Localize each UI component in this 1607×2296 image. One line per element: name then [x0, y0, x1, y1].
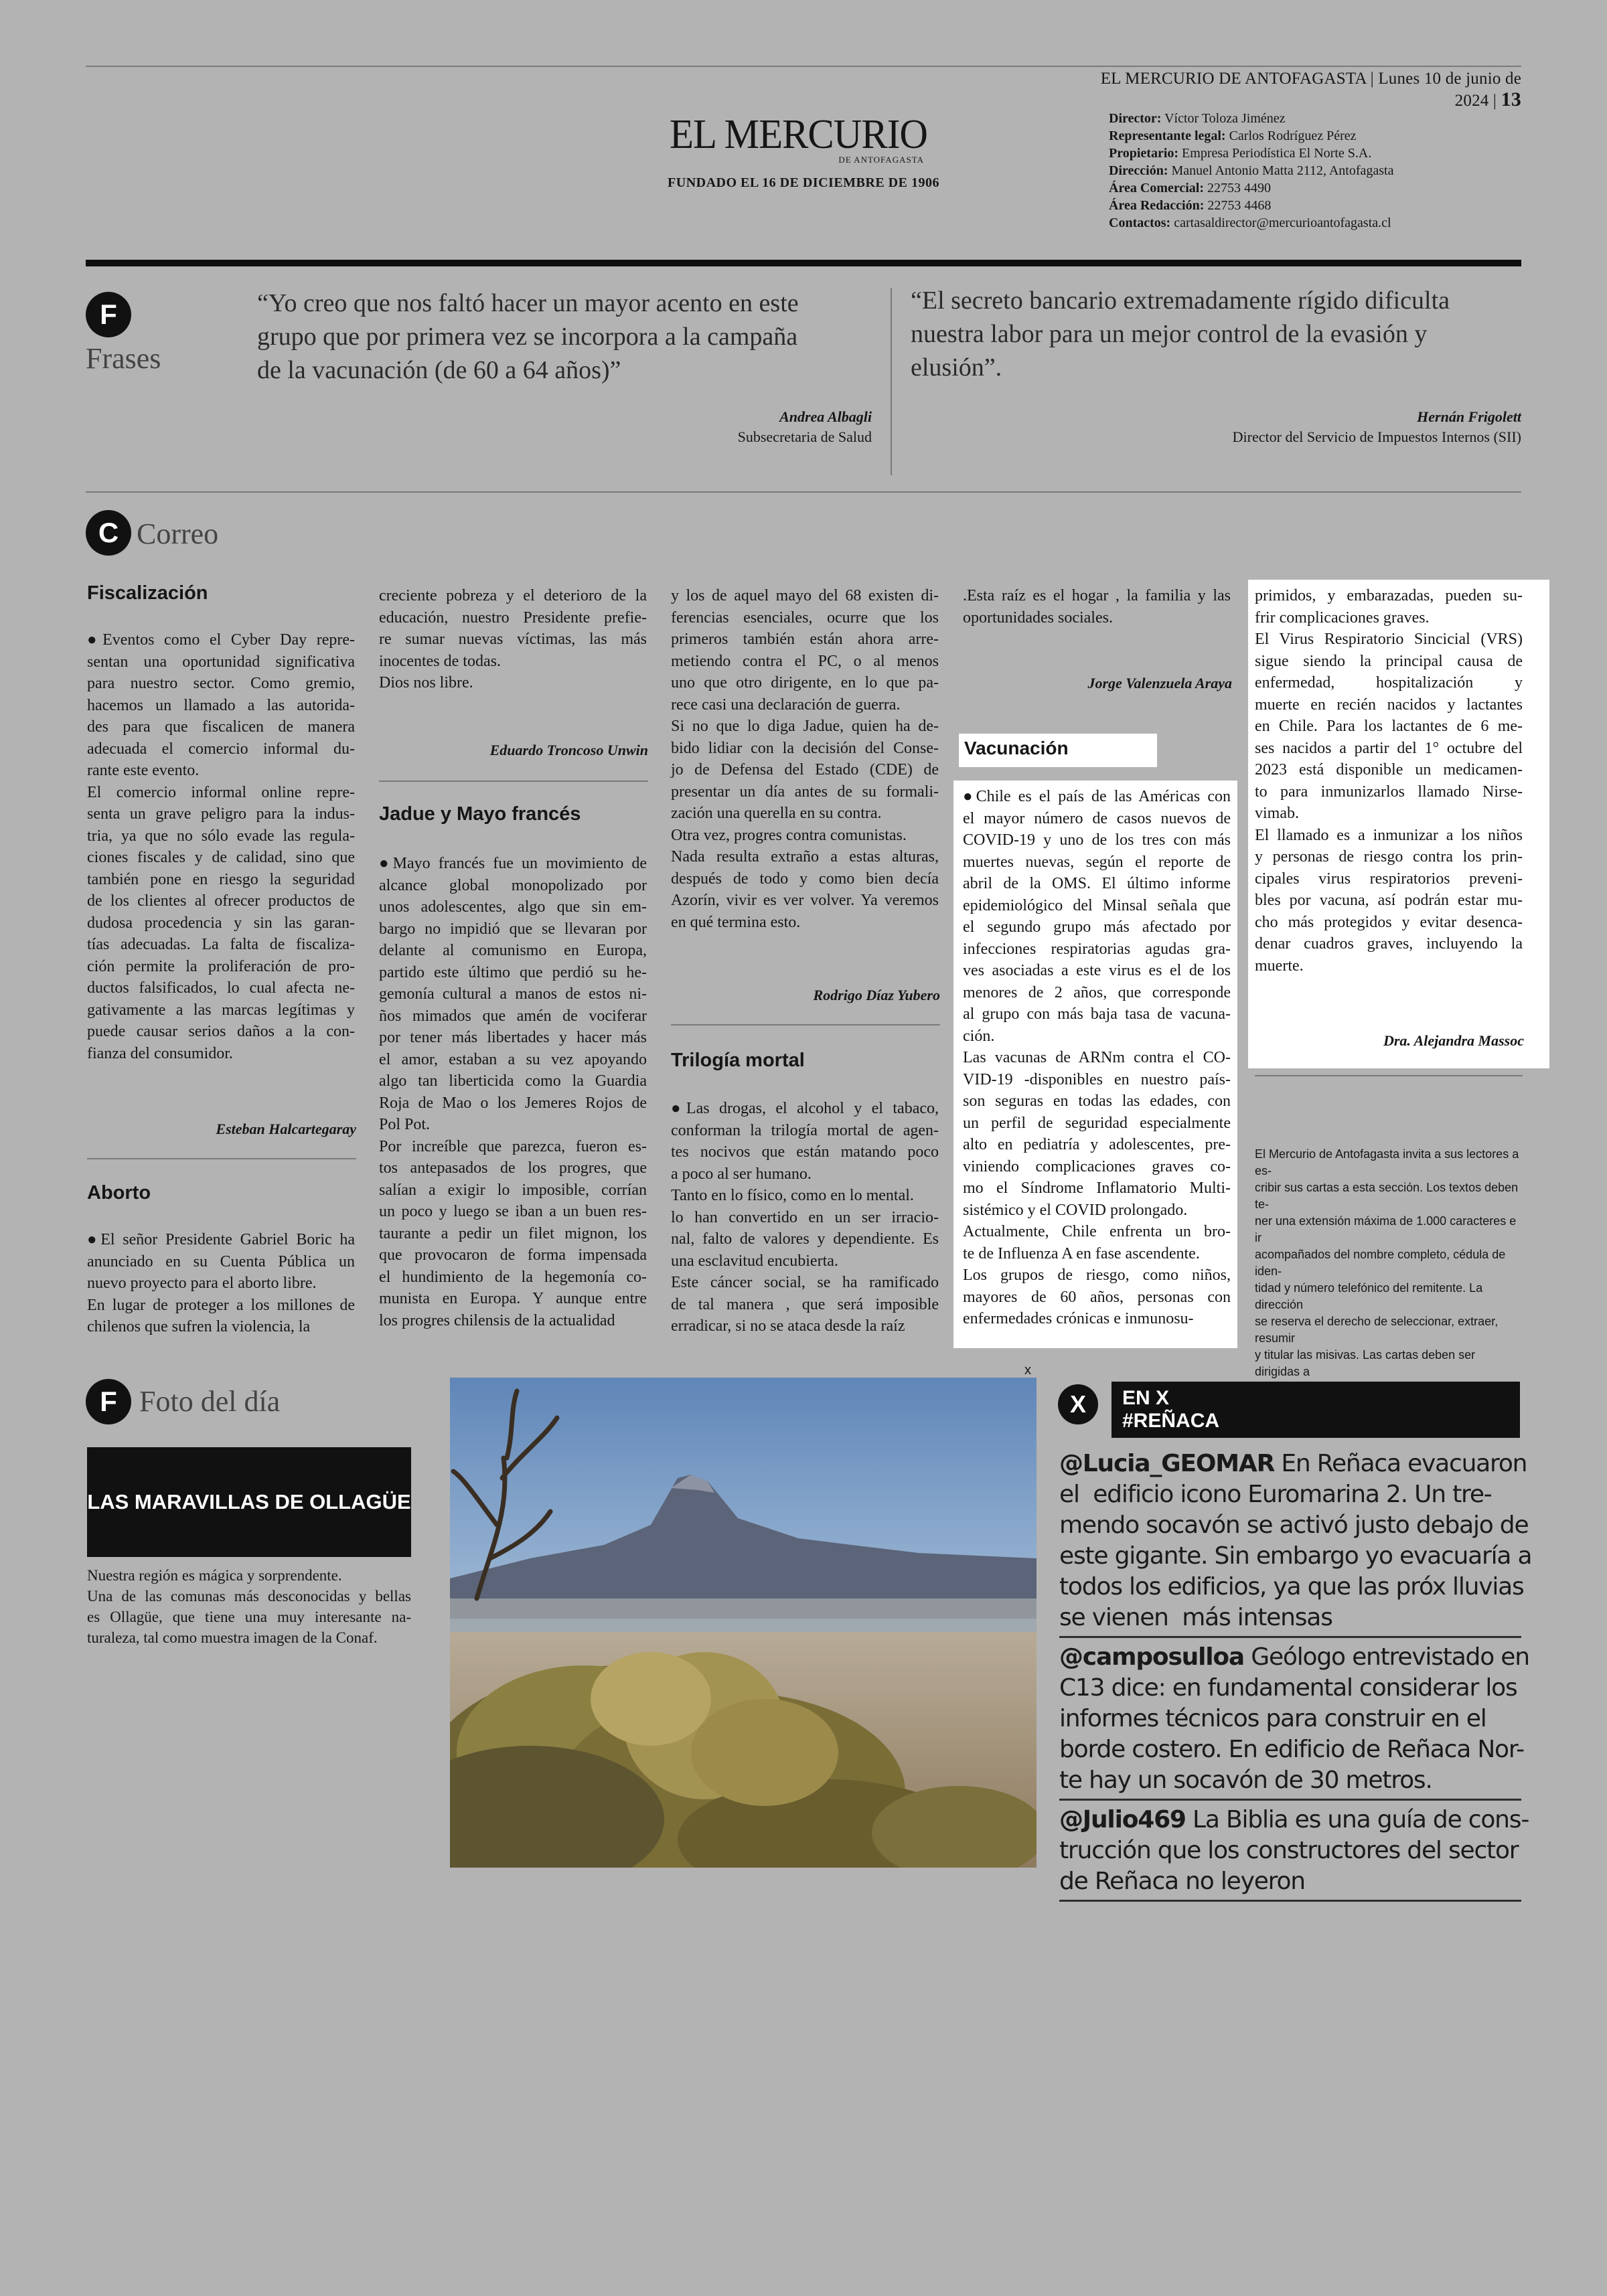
text-line: frir complicaciones graves.: [1255, 608, 1430, 627]
text-line: un poco y luego se iban a un buen res-: [379, 1203, 647, 1220]
text-line: Otra vez, progres contra comunistas.: [671, 826, 907, 844]
text-line: ción permite la proliferación de pro-: [87, 957, 355, 975]
text-line: taurante a pedir un filet mignon, los: [379, 1224, 647, 1242]
text-line: después de todo y como bien decía: [671, 870, 939, 888]
text-line: ción.: [963, 1027, 995, 1045]
staff-line: [1109, 197, 1484, 214]
text-line: rece casi una declaración de guerra.: [671, 695, 901, 714]
text-line: denar cuadros graves, incluyendo la: [1255, 935, 1523, 953]
tweet-line: [1059, 1510, 1529, 1541]
tweet-text: se vienen más intensas: [1059, 1604, 1332, 1631]
letter-rule: [87, 1158, 356, 1159]
text-line: tes nocivos que están matando poco: [671, 1143, 939, 1161]
text-line: gemonía cultural a manos de estos ni-: [379, 985, 647, 1003]
tweet-line: [1059, 1866, 1521, 1897]
text-line: Roja de Mao o los Jemeres Rojos de: [379, 1094, 647, 1112]
text-line: lo han convertido en un ser irracio-: [671, 1208, 939, 1226]
tweet-line: [1059, 1673, 1521, 1704]
note-line: El Mercurio de Antofagasta invita a sus lectores a es-: [1255, 1147, 1519, 1177]
letter-head-jadue: Jadue y Mayo francés: [379, 803, 581, 825]
text-line: inocentes de todas.: [379, 652, 501, 670]
x-header-line1: EN X: [1122, 1387, 1170, 1409]
text-line: educación, nuestro Presidente prefie-: [379, 608, 647, 627]
text-line: Una de las comunas más desconocidas y bellas: [87, 1588, 411, 1605]
correo-badge: C: [86, 510, 131, 556]
text-line: El Virus Respiratorio Sincicial (VRS): [1255, 631, 1523, 648]
text-line: muerte en recién nacidos y lactantes: [1255, 695, 1523, 714]
text-line: COVID-19 y uno de los tres con más: [963, 831, 1231, 849]
staff-label: Propietario:: [1109, 146, 1179, 161]
tweet-text: La Biblia es una guía de cons-: [1185, 1806, 1529, 1833]
letter-body-continued: [671, 585, 939, 933]
text-line: el amor, estaban a su vez apoyando: [379, 1050, 647, 1068]
text-line: unos adolescentes, algo que sin em-: [379, 898, 647, 916]
paper-name: EL MERCURIO DE ANTOFAGASTA: [1100, 70, 1367, 88]
letter-sig: Dra. Alejandra Massoc: [1383, 1032, 1524, 1049]
staff-line: [1109, 127, 1484, 145]
text-line: el segundo grupo más afectado por: [963, 918, 1231, 936]
letter-body-fiscalizacion: [87, 629, 355, 1064]
staff-label: Área Comercial:: [1109, 181, 1204, 195]
text-line: Si no que lo diga Jadue, quien ha de-: [671, 718, 939, 735]
text-line: conforman la trilogía mortal de agen-: [671, 1121, 939, 1139]
letter-body-continued: [963, 585, 1231, 629]
photo-caption: [87, 1565, 411, 1648]
staff-line: [1109, 179, 1484, 197]
text-line: tías adecuadas. La falta de fiscaliza-: [87, 936, 355, 953]
quote-2-line: “El secreto bancario extremadamente rígido dificulta: [911, 286, 1450, 315]
text-line: menores de 2 años, que corresponde: [963, 983, 1231, 1001]
text-line: son seguras en todas las edades, con: [963, 1092, 1231, 1110]
text-line: adecuada el comercio informal du-: [87, 740, 355, 758]
staff-label: Contactos:: [1109, 216, 1171, 230]
tweet-text: todos los edificios, ya que las próx lluvias: [1059, 1573, 1524, 1601]
staff-value: Manuel Antonio Matta 2112, Antofagasta: [1171, 163, 1394, 178]
letter-rule: [671, 1024, 940, 1026]
text-line: para nuestro sector. Como gremio,: [87, 675, 355, 692]
text-line: cho más protegidos y evitar desenca-: [1255, 913, 1523, 931]
text-line: gativamente a las marcas legítimas y: [87, 1001, 355, 1019]
tweet-text: de Reñaca no leyeron: [1059, 1868, 1305, 1895]
text-line: ños mimados que amén de vociferar: [379, 1007, 647, 1025]
tweet-text: En Reñaca evacuaron: [1274, 1450, 1527, 1477]
text-line: primeros también están ahora arre-: [671, 631, 939, 648]
text-line: VID-19 -disponibles en nuestro país-: [963, 1070, 1231, 1088]
x-header-line2: #REÑACA: [1122, 1410, 1220, 1432]
text-line: hacemos un llamado a las autorida-: [87, 696, 355, 714]
foto-badge: F: [86, 1379, 131, 1424]
tweet-handle[interactable]: @camposulloa: [1059, 1643, 1245, 1671]
frases-badge: F: [86, 292, 131, 337]
tweet-text: informes técnicos para construir en el: [1059, 1705, 1486, 1732]
text-line: Los grupos de riesgo, como niños,: [963, 1266, 1231, 1284]
text-line: sentan una oportunidad significativa: [87, 653, 355, 671]
text-line: ductos falsificados, lo cual afecta ne-: [87, 979, 355, 997]
text-line: ●El señor Presidente Gabriel Boric ha: [87, 1231, 355, 1248]
close-mark[interactable]: x: [1024, 1363, 1031, 1378]
text-line: salían a exigir lo imposible, corrían: [379, 1181, 647, 1199]
text-line: por tener más libertades y hacer más: [379, 1029, 647, 1046]
text-line: nal, falto de valores y dependiente. Es: [671, 1230, 939, 1248]
tweet-text: mendo socavón se activó justo debajo de: [1059, 1511, 1529, 1539]
text-line: ●Las drogas, el alcohol y el tabaco,: [671, 1100, 939, 1117]
tweet-line: [1059, 1572, 1524, 1603]
quote-2: [911, 284, 1520, 384]
text-line: y los de aquel mayo del 68 existen di-: [671, 587, 939, 604]
text-line: 2023 está disponible un medicamen-: [1255, 761, 1523, 778]
text-line: re sumar nuevas víctimas, las más: [379, 631, 647, 648]
text-line: abril de la OMS. El último informe: [963, 875, 1231, 892]
quote-2-role: Director del Servicio de Impuestos Internos (SII): [1232, 428, 1521, 445]
tweet: [1059, 1642, 1529, 1801]
text-line: Este cáncer social, se ha ramificado: [671, 1274, 939, 1291]
text-line: Tanto en lo físico, como en lo mental.: [671, 1187, 914, 1204]
text-line: En lugar de proteger a los millones de: [87, 1296, 355, 1314]
staff-label: Director:: [1109, 111, 1162, 126]
text-line: El llamado es a inmunizar a los niños: [1255, 826, 1523, 844]
photo-title-box: [87, 1447, 411, 1557]
staff-value: 22753 4490: [1207, 181, 1271, 195]
text-line: y personas de riesgo contra los prin-: [1255, 848, 1523, 866]
text-line: to para inmunizarlos llamado Nirse-: [1255, 783, 1523, 801]
text-line: muertes nuevas, según el reporte de: [963, 853, 1231, 871]
staff-line: [1109, 214, 1484, 232]
text-line: sigue siendo la principal causa de: [1255, 652, 1523, 670]
tweet-line: [1059, 1704, 1521, 1734]
letter-sig: Eduardo Troncoso Unwin: [489, 742, 648, 758]
staff-box: [1109, 110, 1484, 232]
text-line: tria, ya que no sólo evade las regula-: [87, 827, 355, 845]
tweet-text: el edificio icono Euromarina 2. Un tre-: [1059, 1481, 1492, 1508]
letter-body-continued: [1255, 585, 1523, 977]
page-number: 13: [1501, 88, 1521, 110]
quote-2-line: nuestra labor para un mejor control de la evasión y: [911, 320, 1428, 348]
text-line: des para que fiscalicen de manera: [87, 718, 355, 736]
x-header: [1112, 1382, 1520, 1438]
photo-ollague: [450, 1378, 1037, 1868]
quote-2-author: Hernán Frigolett: [1417, 408, 1521, 425]
text-line: Dios nos libre.: [379, 674, 473, 691]
quote-1-author: Andrea Albagli: [779, 408, 872, 425]
text-line: turaleza, tal como muestra imagen de la Conaf.: [87, 1629, 378, 1646]
staff-value: Víctor Toloza Jiménez: [1164, 111, 1286, 126]
text-line: Azorín, vivir es ver volver. Ya veremos: [671, 892, 939, 909]
text-line: una esclavitud encubierta.: [671, 1252, 838, 1270]
letter-body-trilogia: [671, 1098, 939, 1337]
text-line: enfermedades crónicas e inmunosu-: [963, 1310, 1194, 1327]
text-line: vimab.: [1255, 805, 1299, 822]
text-line: partido este último que perdió su he-: [379, 963, 647, 981]
text-line: alcance global monopolizado por: [379, 876, 647, 894]
text-line: nuevo proyecto para el aborto libre.: [87, 1275, 317, 1292]
text-line: fianza del consumidor.: [87, 1044, 233, 1062]
text-line: tos antepasados de los progres, que: [379, 1159, 647, 1177]
text-line: ●Eventos como el Cyber Day repre-: [87, 631, 355, 649]
text-line: presentar un día antes de su formali-: [671, 783, 939, 801]
text-line: muerte.: [1255, 957, 1304, 975]
note-line: tidad y número telefónico del remitente. La dirección: [1255, 1281, 1483, 1311]
tweet-line: [1059, 1603, 1521, 1633]
text-line: El comercio informal online repre-: [87, 783, 355, 801]
tweet-list: [1059, 1449, 1532, 1906]
tweet-line: [1059, 1642, 1529, 1673]
text-line: viniendo complicaciones graves co-: [963, 1157, 1231, 1175]
letter-rule: [379, 781, 648, 782]
text-line: Las vacunas de ARNm contra el CO-: [963, 1049, 1231, 1066]
text-line: ●Mayo francés fue un movimiento de: [379, 855, 647, 872]
text-line: enfermedad, hospitalización y: [1255, 674, 1523, 691]
frases-title: Frases: [86, 342, 161, 375]
text-line: bargo no impidió que se llevaran por: [379, 920, 647, 938]
logo-text: EL MERCURIO: [670, 112, 927, 157]
note-line: cribir sus cartas a esta sección. Los textos deben te-: [1255, 1181, 1519, 1211]
note-line: y titular las misivas. Las cartas deben ser dirigidas a: [1255, 1348, 1476, 1378]
issue-date: Lunes 10 de junio de 2024: [1378, 70, 1521, 110]
text-line: te de Influenza A en fase ascendente.: [963, 1244, 1200, 1262]
text-line: ciones fiscales y de calidad, sino que: [87, 849, 355, 866]
text-line: bles por vacuna, así podrán estar mu-: [1255, 892, 1523, 909]
text-line: chilenos que sufren la violencia, la: [87, 1318, 311, 1335]
header-line: EL MERCURIO DE ANTOFAGASTA | Lunes 10 de junio de 2024 | 13: [1100, 70, 1521, 110]
letter-body-jadue: [379, 853, 647, 1331]
tweet-line: [1059, 1449, 1527, 1479]
letter-body-continued: [379, 585, 647, 694]
text-line: epidemiológico del Minsal señala que: [963, 896, 1231, 914]
quote-1-role: Subsecretaria de Salud: [737, 428, 872, 445]
tweet-line: [1059, 1479, 1521, 1510]
quote-2-line: elusión”.: [911, 353, 1002, 382]
text-line: bido lidiar con la decisión del Conse-: [671, 739, 939, 757]
text-line: el hundimiento de la hegemonía co-: [379, 1268, 647, 1286]
letter-head-trilogia: Trilogía mortal: [671, 1050, 805, 1071]
staff-line: [1109, 145, 1484, 162]
quote-1-line: “Yo creo que nos faltó hacer un mayor acento en este: [257, 289, 799, 317]
tweet-text: borde costero. En edificio de Reñaca Nor-: [1059, 1736, 1524, 1763]
text-line: .Esta raíz es el hogar , la familia y las: [963, 587, 1231, 604]
text-line: de los clientes al ofrecer productos de: [87, 892, 355, 910]
quote-1-line: de la vacunación (de 60 a 64 años)”: [257, 356, 621, 384]
tweet-handle[interactable]: @Julio469: [1059, 1806, 1186, 1833]
quote-1: [257, 286, 873, 387]
text-line: infecciones respiratorias agudas gra-: [963, 940, 1231, 958]
quote-divider: [891, 288, 892, 475]
foto-title: Foto del día: [139, 1385, 281, 1418]
staff-line: [1109, 162, 1484, 179]
text-line: mayores de 60 años, personas con: [963, 1288, 1231, 1306]
text-line: primidos, y embarazadas, pueden su-: [1255, 587, 1523, 604]
tweet-text: este gigante. Sin embargo yo evacuaría a: [1059, 1542, 1532, 1570]
tweet-text: C13 dice: en fundamental considerar los: [1059, 1674, 1517, 1702]
text-line: Actualmente, Chile enfrenta un bro-: [963, 1223, 1231, 1240]
text-line: oportunidades sociales.: [963, 608, 1113, 627]
quote-1-line: grupo que por primera vez se incorpora a la campaña: [257, 323, 798, 351]
letter-head-fiscalizacion: Fiscalización: [87, 582, 208, 604]
staff-value: cartasaldirector@mercurioantofagasta.cl: [1174, 216, 1391, 230]
tweet: [1059, 1805, 1529, 1902]
tweet-handle[interactable]: @Lucia_GEOMAR: [1059, 1450, 1275, 1477]
top-rule: [86, 66, 1521, 67]
letter-body-aborto: [87, 1229, 355, 1338]
note-line: acompañados del nombre completo, cédula de iden-: [1255, 1248, 1506, 1278]
founded-line: FUNDADO EL 16 DE DICIEMBRE DE 1906: [668, 175, 939, 190]
text-line: un perfil de seguridad especialmente: [963, 1114, 1231, 1132]
tweet-line: [1059, 1541, 1532, 1572]
text-line: ves asociadas a este virus es el de los: [963, 962, 1231, 979]
staff-label: Dirección:: [1109, 163, 1168, 178]
letter-body-vacunacion: [963, 786, 1231, 1330]
staff-value: Carlos Rodríguez Pérez: [1229, 129, 1357, 143]
masthead-rule: [86, 260, 1521, 266]
tweet-line: [1059, 1835, 1521, 1866]
letter-rule: [1255, 1075, 1523, 1076]
text-line: algo tan liberticida como la Guardia: [379, 1072, 647, 1090]
staff-value: 22753 4468: [1207, 198, 1272, 213]
text-line: ●Chile es el país de las Américas con: [963, 788, 1231, 805]
tweet-line: [1059, 1805, 1529, 1835]
staff-value: Empresa Periodística El Norte S.A.: [1182, 146, 1372, 161]
staff-line: [1109, 110, 1484, 127]
text-line: en qué termina esto.: [671, 913, 801, 931]
text-line: uno que otro dirigente, en lo que pa-: [671, 674, 939, 691]
text-line: rante este evento.: [87, 762, 200, 779]
text-line: también pone en riesgo la seguridad: [87, 870, 355, 888]
text-line: ses nacidos a partir del 1° octubre del: [1255, 739, 1523, 757]
tweet-line: [1059, 1734, 1524, 1765]
text-line: metiendo contra el PC, o al menos: [671, 652, 939, 670]
text-line: erradicar, si no se ataca desde la raíz: [671, 1317, 905, 1335]
tweet: [1059, 1449, 1532, 1638]
letter-head-vacunacion: Vacunación: [964, 738, 1069, 758]
text-line: Pol Pot.: [379, 1116, 431, 1133]
masthead-logo: [670, 111, 951, 165]
text-line: el mayor número de casos nuevos de: [963, 809, 1231, 827]
staff-label: Área Redacción:: [1109, 198, 1205, 213]
tweet-text: Geólogo entrevistado en: [1244, 1643, 1529, 1671]
correo-title: Correo: [137, 517, 219, 550]
text-line: puede causar serios daños a la con-: [87, 1023, 355, 1040]
text-line: en Chile. Para los lactantes de 6 me-: [1255, 718, 1523, 735]
text-line: alto en pediatría y adolescentes, pre-: [963, 1136, 1231, 1153]
letter-head-aborto: Aborto: [87, 1182, 151, 1204]
text-line: Por increíble que parezca, fueron es-: [379, 1137, 647, 1155]
frases-rule: [86, 491, 1521, 493]
text-line: senta un grave peligro para la indus-: [87, 805, 355, 823]
text-line: anunciado en su Cuenta Pública un: [87, 1252, 355, 1270]
text-line: Nuestra región es mágica y sorprendente.: [87, 1567, 342, 1584]
text-line: dudosa procedencia y sin las garan-: [87, 914, 355, 932]
vacunacion-head-box: [959, 734, 1157, 767]
staff-label: Representante legal:: [1109, 129, 1226, 143]
text-line: que provocaron de forma impensada: [379, 1246, 647, 1264]
letter-sig: Esteban Halcartegaray: [216, 1121, 356, 1137]
text-line: munista en Europa. Y aunque entre: [379, 1290, 647, 1307]
text-line: los progres chilensis de la actualidad: [379, 1311, 615, 1329]
text-line: jo de Defensa del Estado (CDE) de: [671, 761, 939, 778]
text-line: sistémico y el COVID prolongado.: [963, 1201, 1188, 1219]
text-line: delante al comunismo en Europa,: [379, 942, 647, 959]
text-line: de tal manera , que será imposible: [671, 1295, 939, 1313]
text-line: mo el Síndrome Inflamatorio Multi-: [963, 1179, 1231, 1197]
letter-sig: Rodrigo Díaz Yubero: [813, 987, 940, 1003]
note-line: ner una extensión máxima de 1.000 caracteres e ir: [1255, 1214, 1517, 1244]
letter-sig: Jorge Valenzuela Araya: [1087, 675, 1232, 691]
text-line: Nada resulta extraño a estas alturas,: [671, 848, 939, 866]
text-line: a poco al ser humano.: [671, 1165, 812, 1183]
tweet-text: te hay un socavón de 30 metros.: [1059, 1767, 1432, 1794]
text-line: cipales virus respiratorios preveni-: [1255, 870, 1523, 888]
text-line: al grupo con más baja tasa de vacuna-: [963, 1005, 1231, 1023]
logo-sub: DE ANTOFAGASTA: [838, 155, 924, 165]
text-line: zación una querella en su contra.: [671, 805, 882, 822]
photo-title: LAS MARAVILLAS DE OLLAGÜE: [87, 1490, 411, 1513]
note-line: se reserva el derecho de seleccionar, extraer, resumir: [1255, 1315, 1499, 1345]
text-line: creciente pobreza y el deterioro de la: [379, 587, 647, 604]
x-badge: X: [1058, 1384, 1098, 1424]
text-line: ferencias esenciales, ocurre que los: [671, 608, 939, 627]
tweet-line: [1059, 1765, 1521, 1796]
text-line: es Ollagüe, que tiene una muy interesante na-: [87, 1609, 411, 1625]
tweet-text: trucción que los constructores del sector: [1059, 1837, 1519, 1864]
